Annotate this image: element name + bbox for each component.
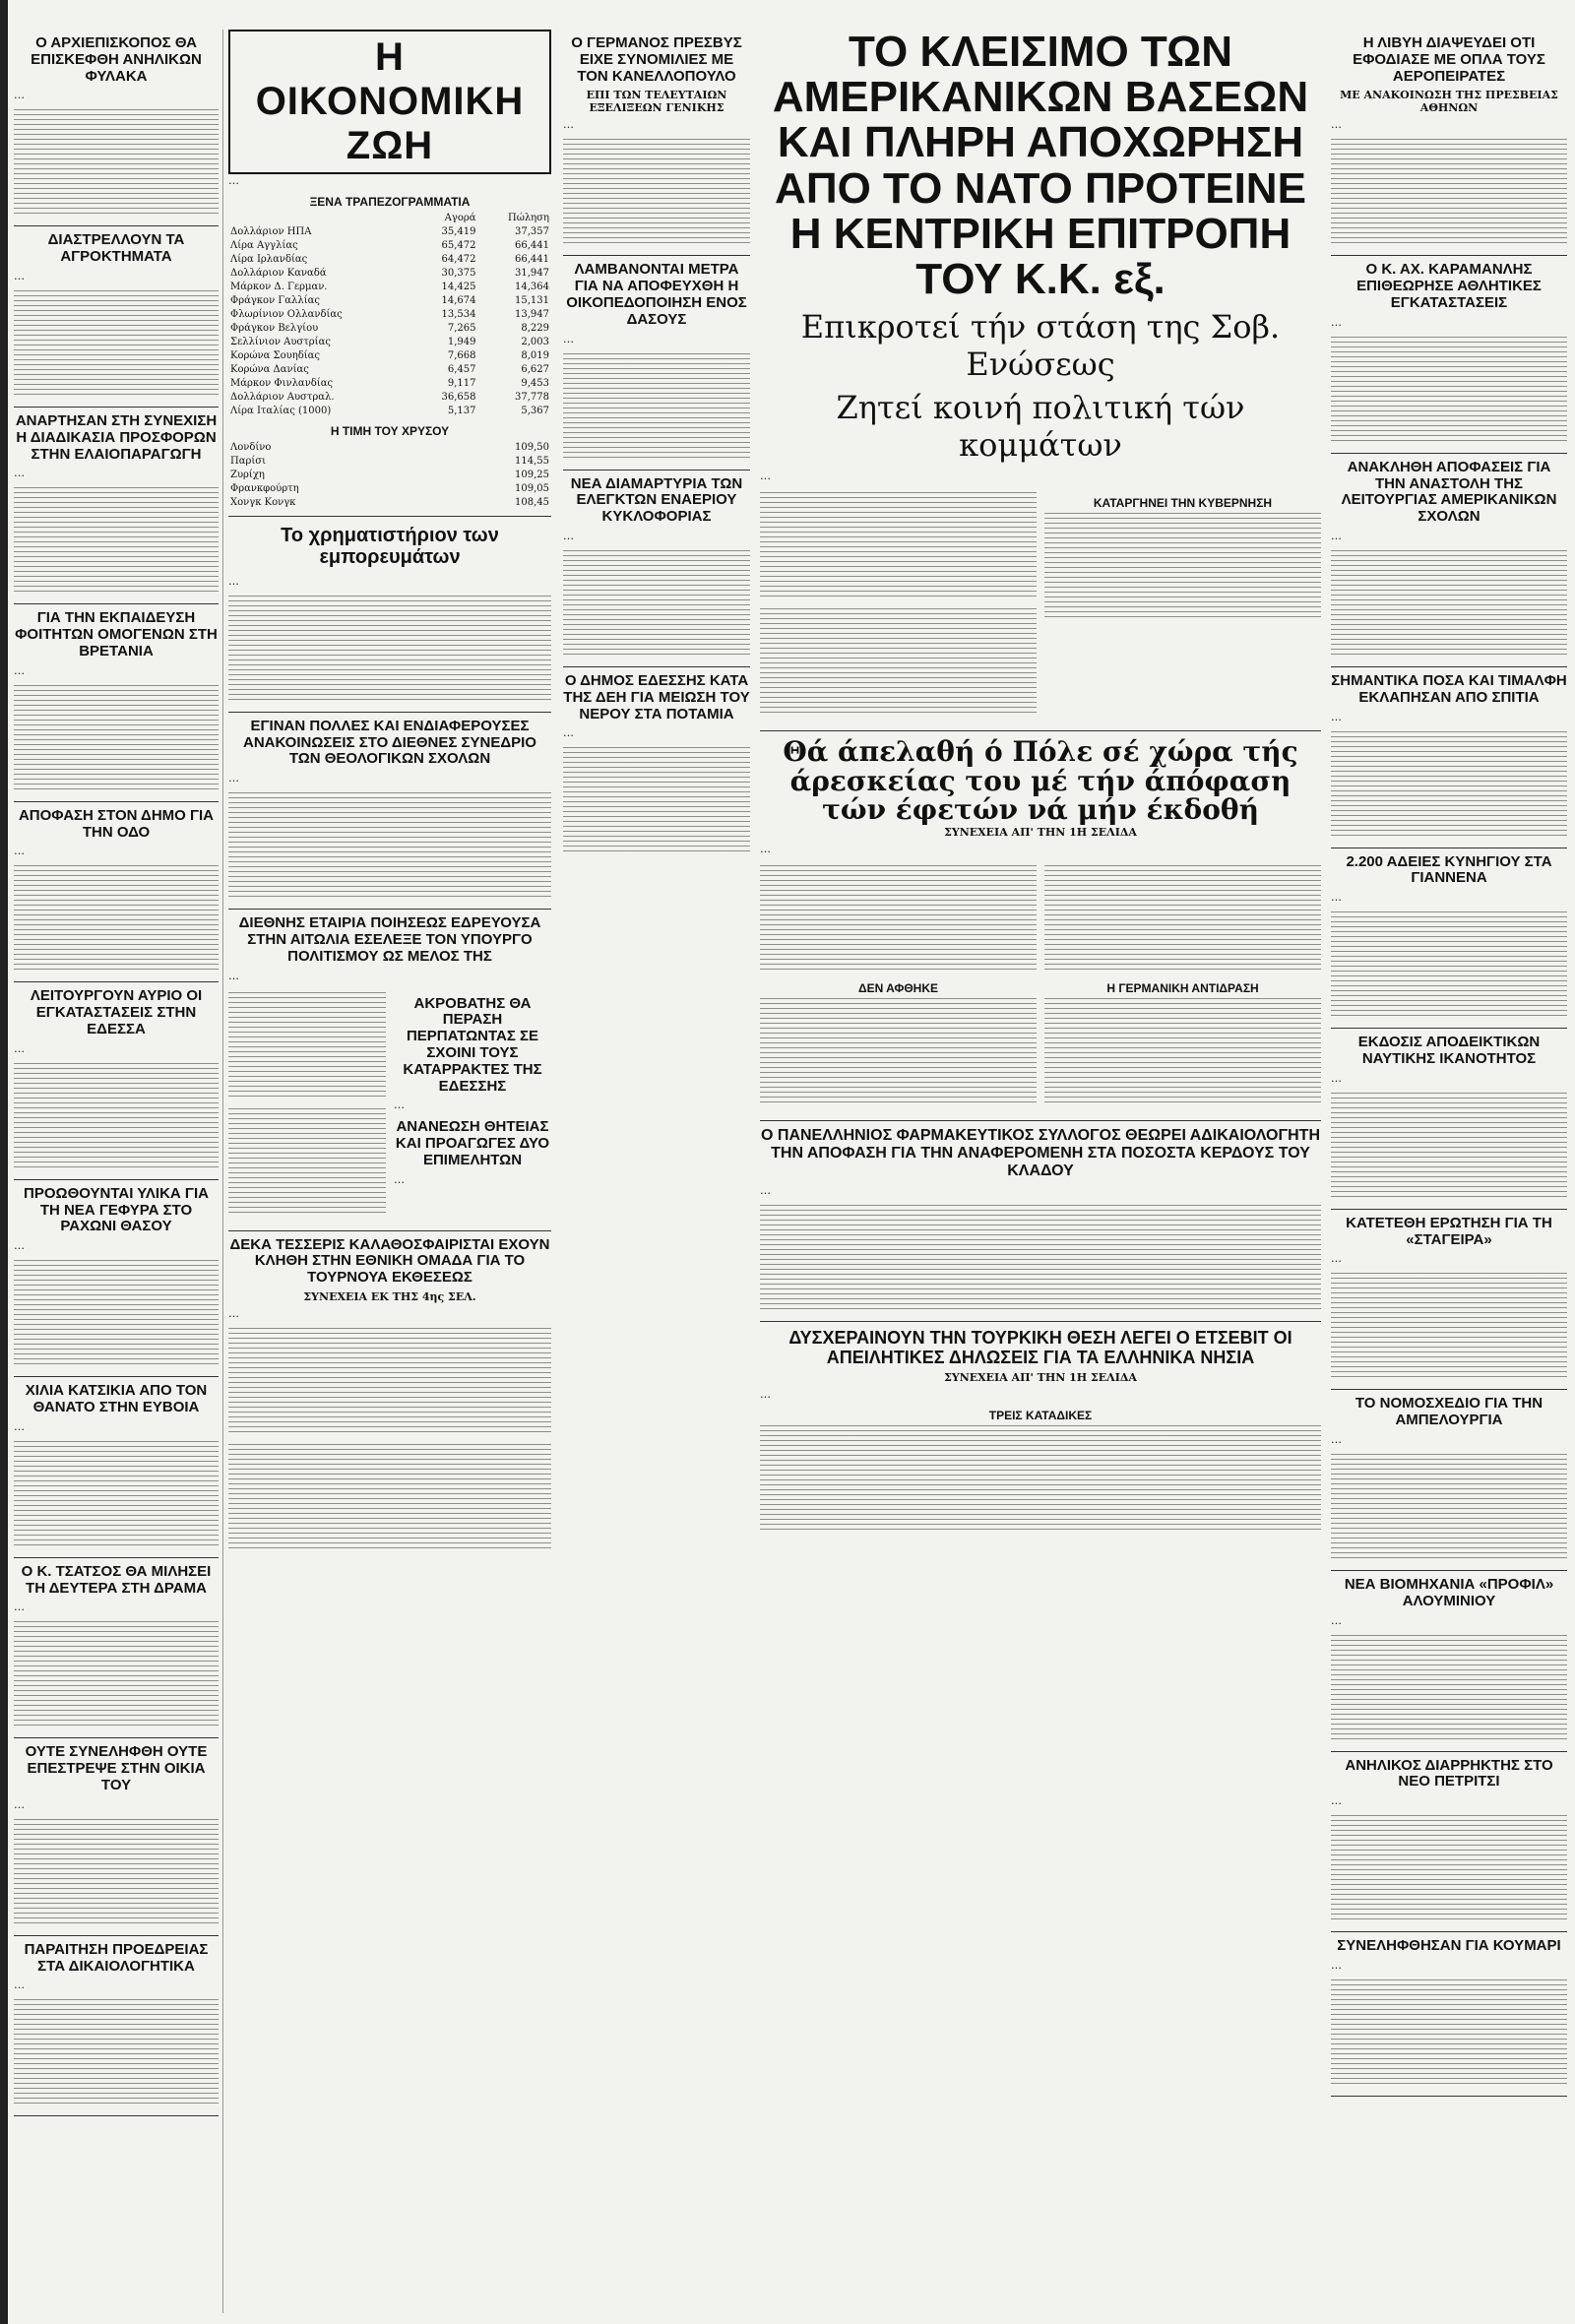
story-body: …	[1331, 315, 1342, 329]
gold-row	[228, 482, 551, 496]
fx-cell: 13,534	[441, 309, 476, 320]
story-body: …	[1331, 1613, 1342, 1627]
story-body: …	[1331, 1958, 1342, 1972]
lead-subheadline: Ζητεί κοινή πολιτική τών κομμάτων	[836, 389, 1245, 465]
story-body: …	[228, 1306, 239, 1320]
column-2	[228, 30, 551, 2313]
story-subhead: Η ΓΕΡΜΑΝΙΚΗ ΑΝΤΙΔΡΑΣΗ	[1106, 981, 1259, 996]
story-title: Ο ΔΗΜΟΣ ΕΔΕΣΣΗΣ ΚΑΤΑ ΤΗΣ ΔΕΗ ΓΙΑ ΜΕΙΩΣΗ ΤΟΥ ΝΕΡΟΥ ΣΤΑ ΠΟΤΑΜΙΑ	[563, 671, 750, 722]
story-body: …	[14, 1419, 25, 1433]
fx-cell: 65,472	[441, 240, 476, 251]
fx-head-cell	[228, 212, 415, 225]
fx-cell: 6,627	[521, 364, 549, 375]
fx-cell: 30,375	[441, 268, 476, 279]
fx-row	[228, 239, 551, 253]
lead-body: …	[760, 470, 771, 483]
story-body: …	[760, 843, 771, 856]
story-title: ΠΡΟΩΘΟΥΝΤΑΙ ΥΛΙΚΑ ΓΙΑ ΤΗ ΝΕΑ ΓΕΦΥΡΑ ΣΤΟ ΡΑΧΩΝΙ ΘΑΣΟΥ	[24, 1184, 209, 1235]
story-sub: ΣΥΝΕΧΕΙΑ ΑΠ' ΤΗΝ 1Η ΣΕΛΙΔΑ	[944, 1371, 1137, 1385]
story-title: Ο Κ. ΤΣΑΤΣΟΣ ΘΑ ΜΙΛΗΣΕΙ ΤΗ ΔΕΥΤΕΡΑ ΣΤΗ ΔΡΑΜΑ	[21, 1562, 212, 1597]
fx-cell: 9,117	[447, 378, 476, 389]
fx-cell: 1,949	[447, 337, 476, 347]
story-title: ΧΙΛΙΑ ΚΑΤΣΙΚΙΑ ΑΠΟ ΤΟΝ ΘΑΝΑΤΟ ΣΤΗΝ ΕΥΒΟΙΑ	[25, 1382, 208, 1415]
fx-cell: 7,668	[447, 350, 476, 361]
story-body: …	[14, 1797, 25, 1811]
fx-head-cell: Πώληση	[507, 213, 549, 223]
fx-cell: 8,229	[521, 323, 549, 334]
fx-cell: Δολλάριον Καναδά	[230, 268, 327, 279]
gold-row	[228, 469, 551, 482]
lead-subhead: ΚΑΤΑΡΓΗΝΕΙ ΤΗΝ ΚΥΒΕΡΝΗΣΗ	[1093, 496, 1273, 511]
gold-cell: Λονδίνο	[230, 442, 272, 453]
gold-cell: Χονγκ Κονγκ	[230, 497, 296, 508]
fx-row	[228, 336, 551, 349]
intro-text: …	[228, 174, 239, 187]
story-body: …	[1331, 1252, 1342, 1266]
story-body: …	[14, 1979, 25, 1992]
story-title: ΕΚΔΟΣΙΣ ΑΠΟΔΕΙΚΤΙΚΩΝ ΝΑΥΤΙΚΗΣ ΙΚΑΝΟΤΗΤΟΣ	[1357, 1034, 1541, 1067]
story-title: ΣΗΜΑΝΤΙΚΑ ΠΟΣΑ ΚΑΙ ΤΙΜΑΛΦΗ ΕΚΛΑΠΗΣΑΝ ΑΠΟ ΣΠΙΤΙΑ	[1331, 671, 1567, 706]
story-body: …	[1331, 529, 1342, 542]
story-body: …	[1331, 1071, 1342, 1085]
markets-body: …	[228, 574, 239, 588]
story-body: …	[14, 845, 25, 858]
column-3	[563, 30, 750, 2313]
fx-cell: 64,472	[441, 254, 476, 265]
fx-row	[228, 267, 551, 281]
story-body: …	[563, 529, 574, 542]
story-body: …	[1331, 1794, 1342, 1808]
story-title: ΕΓΙΝΑΝ ΠΟΛΛΕΣ ΚΑΙ ΕΝΔΙΑΦΕΡΟΥΣΕΣ ΑΝΑΚΟΙΝΩΣΕΙΣ ΣΤΟ ΔΙΕΘΝΕΣ ΣΥΝΕΔΡΙΟ ΤΩΝ ΘΕΟΛΟΓΙΚΩΝ ΣΧΟΛΩΝ	[243, 717, 536, 768]
fx-cell: Σελλίνιον Αυστρίας	[230, 337, 331, 347]
fx-cell: Κορώνα Σουηδίας	[230, 350, 320, 361]
story-sub: ΣΥΝΕΧΕΙΑ ΑΠ' ΤΗΝ 1Η ΣΕΛΙΔΑ	[944, 826, 1137, 840]
fx-cell: Λίρα Αγγλίας	[230, 240, 298, 251]
fx-title: ΞΕΝΑ ΤΡΑΠΕΖΟΓΡΑΜΜΑΤΙΑ	[309, 195, 471, 209]
fx-cell: 5,137	[447, 406, 476, 416]
fx-cell: 9,453	[521, 378, 549, 389]
lead-headline: ΤΟ ΚΛΕΙΣΙΜΟ ΤΩΝ ΑΜΕΡΙΚΑΝΙΚΩΝ ΒΑΣΕΩΝ ΚΑΙ ΠΛΗΡΗ ΑΠΟΧΩΡΗΣΗ ΑΠΟ ΤΟ ΝΑΤΟ ΠΡΟΤΕΙΝΕ Η ΚΕΝΤΡΙΚΗ ΕΠΙΤΡΟΠΗ ΤΟΥ Κ.Κ. εξ.	[772, 30, 1309, 303]
story-title: ΝΕΑ ΒΙΟΜΗΧΑΝΙΑ «ΠΡΟΦΙΛ» ΑΛΟΥΜΙΝΙΟΥ	[1344, 1575, 1554, 1609]
fx-cell: 14,674	[441, 295, 476, 306]
story-title: ΝΕΑ ΔΙΑΜΑΡΤΥΡΙΑ ΤΩΝ ΕΛΕΓΚΤΩΝ ΕΝΑΕΡΙΟΥ ΚΥΚΛΟΦΟΡΙΑΣ	[570, 474, 743, 526]
story-title: ΛΕΙΤΟΥΡΓΟΥΝ ΑΥΡΙΟ ΟΙ ΕΓΚΑΤΑΣΤΑΣΕΙΣ ΣΤΗΝ ΕΔΕΣΣΑ	[30, 987, 203, 1037]
story-body: …	[394, 1099, 405, 1112]
story-subhead: ΔΕΝ ΑΦΘΗΚΕ	[857, 981, 939, 996]
fx-cell: Μάρκον Δ. Γερμαν.	[230, 282, 328, 292]
fx-table	[228, 212, 551, 418]
story-title: ΔΙΑΣΤΡΕΛΛΟΥΝ ΤΑ ΑΓΡΟΚΤΗΜΑΤΑ	[47, 231, 185, 266]
story-title: ΣΥΝΕΛΗΦΘΗΣΑΝ ΓΙΑ ΚΟΥΜΑΡΙ	[1337, 1937, 1561, 1955]
story-body: …	[394, 1172, 405, 1186]
fx-cell: 8,019	[521, 350, 549, 361]
story-title: Ο ΑΡΧΙΕΠΙΣΚΟΠΟΣ ΘΑ ΕΠΙΣΚΕΦΘΗ ΑΝΗΛΙΚΩΝ ΦΥΛΑΚΑ	[31, 34, 202, 85]
fx-cell: Λίρα Ιταλίας (1000)	[230, 406, 332, 416]
fx-row	[228, 405, 551, 418]
gold-title: Η ΤΙΜΗ ΤΟΥ ΧΡΥΣΟΥ	[330, 424, 450, 438]
fx-cell: 14,364	[515, 282, 549, 292]
gold-row	[228, 441, 551, 455]
story-subhead: ΤΡΕΙΣ ΚΑΤΑΔΙΚΕΣ	[988, 1409, 1093, 1423]
story-title: ΛΑΜΒΑΝΟΝΤΑΙ ΜΕΤΡΑ ΓΙΑ ΝΑ ΑΠΟΦΕΥΧΘΗ Η ΟΙΚΟΠΕΔΟΠΟΙΗΣΗ ΕΝΟΣ ΔΑΣΟΥΣ	[566, 261, 747, 328]
fx-cell: 66,441	[515, 240, 549, 251]
fx-cell: 15,131	[515, 295, 549, 306]
story-sub: ΕΠΙ ΤΩΝ ΤΕΛΕΥΤΑΙΩΝ ΕΞΕΛΙΞΕΩΝ ΓΕΝΙΚΗΣ	[586, 89, 727, 115]
story-body: …	[14, 663, 25, 677]
story-title: ΠΑΡΑΙΤΗΣΗ ΠΡΟΕΔΡΕΙΑΣ ΣΤΑ ΔΙΚΑΙΟΛΟΓΗΤΙΚΑ	[24, 1940, 209, 1975]
lead-subheadline: Επικροτεί τήν στάση της Σοβ. Ενώσεως	[800, 308, 1281, 384]
story-body: …	[14, 1239, 25, 1253]
story-headline: Θά άπελαθή ό Πόλε σέ χώρα τής άρεσκείας του μέ τήν άπόφαση τών έφετών νά μήν έκδοθή	[783, 735, 1298, 826]
page-binding-edge	[0, 0, 8, 2324]
fx-cell: Δολλάριον ΗΠΑ	[230, 226, 312, 237]
story-title: 2.200 ΑΔΕΙΕΣ ΚΥΝΗΓΙΟΥ ΣΤΑ ΓΙΑΝΝΕΝΑ	[1346, 852, 1552, 887]
fx-row	[228, 294, 551, 308]
fx-row	[228, 349, 551, 363]
gold-cell: 109,50	[515, 442, 549, 453]
story-title: Ο Κ. ΑΧ. ΚΑΡΑΜΑΝΛΗΣ ΕΠΙΘΕΩΡΗΣΕ ΑΘΛΗΤΙΚΕΣ ΕΓΚΑΤΑΣΤΑΣΕΙΣ	[1356, 261, 1542, 311]
story-body: …	[563, 726, 574, 740]
story-sub: ΣΥΝΕΧΕΙΑ ΕΚ ΤΗΣ 4ης ΣΕΛ.	[303, 1289, 476, 1303]
fx-cell: 5,367	[521, 406, 549, 416]
story-body: …	[563, 118, 574, 132]
markets-title: Το χρηματιστήριον των εμπορευμάτων	[281, 525, 499, 569]
fx-cell: 37,778	[515, 392, 549, 403]
fx-cell: 6,457	[447, 364, 476, 375]
fx-cell: Φράγκον Γαλλίας	[230, 295, 320, 306]
fx-cell: 7,265	[447, 323, 476, 334]
fx-cell: 14,425	[441, 282, 476, 292]
fx-row	[228, 281, 551, 294]
section-title: Η ΟΙΚΟΝΟΜΙΚΗ ΖΩΗ	[255, 35, 525, 167]
story-body: …	[760, 1388, 771, 1402]
fx-cell: 35,419	[441, 226, 476, 237]
fx-cell: 66,441	[515, 254, 549, 265]
story-title: ΑΝΑΡΤΗΣΑΝ ΣΤΗ ΣΥΝΕΧΙΣΗ Η ΔΙΑΔΙΚΑΣΙΑ ΠΡΟΣΦΟΡΩΝ ΣΤΗΝ ΕΛΑΙΟΠΑΡΑΓΩΓΗ	[15, 411, 218, 463]
column-1	[14, 30, 223, 2313]
fx-row	[228, 308, 551, 322]
fx-cell: Δολλάριον Αυστραλ.	[230, 392, 335, 403]
story-title: ΑΝΑΝΕΩΣΗ ΘΗΤΕΙΑΣ ΚΑΙ ΠΡΟΑΓΩΓΕΣ ΔΥΟ ΕΠΙΜΕΛΗΤΩΝ	[395, 1118, 550, 1168]
fx-cell: 36,658	[441, 392, 476, 403]
fx-cell: Φλωρίνιον Ολλανδίας	[230, 309, 343, 320]
story-title: Ο ΠΑΝΕΛΛΗΝΙΟΣ ΦΑΡΜΑΚΕΥΤΙΚΟΣ ΣΥΛΛΟΓΟΣ ΘΕΩΡΕΙ ΑΔΙΚΑΙΟΛΟΓΗΤΗ ΤΗΝ ΑΠΟΦΑΣΗ ΓΙΑ ΤΗΝ ΑΝΑΦΕΡΟΜΕΝΗ ΣΤΑ ΠΟΣΟΣΤΑ ΚΕΡΔΟΥΣ ΤΟΥ ΚΛΑΔΟΥ	[761, 1127, 1320, 1180]
story-body: …	[14, 269, 25, 283]
fx-head-cell: Αγορά	[444, 213, 476, 223]
fx-cell: Κορώνα Δανίας	[230, 364, 309, 375]
gold-cell: Παρίσι	[230, 456, 267, 467]
story-title: ΚΑΤΕΤΕΘΗ ΕΡΩΤΗΣΗ ΓΙΑ ΤΗ «ΣΤΑΓΕΙΡΑ»	[1346, 1214, 1552, 1248]
story-title: ΔΙΕΘΝΗΣ ΕΤΑΙΡΙΑ ΠΟΙΗΣΕΩΣ ΕΔΡΕΥΟΥΣΑ ΣΤΗΝ ΑΙΤΩΛΙΑ ΕΣΕΛΕΞΕ ΤΟΝ ΥΠΟΥΡΓΟ ΠΟΛΙΤΙΣΜΟΥ ΩΣ ΜΕΛΟΣ ΤΗΣ	[238, 914, 541, 965]
story-body: …	[1331, 1432, 1342, 1446]
story-title: ΑΚΡΟΒΑΤΗΣ ΘΑ ΠΕΡΑΣΗ ΠΕΡΠΑΤΩΝΤΑΣ ΣΕ ΣΧΟΙΝΙ ΤΟΥΣ ΚΑΤΑΡΡΑΚΤΕΣ ΤΗΣ ΕΔΕΣΣΗΣ	[403, 994, 542, 1095]
story-title: ΑΝΗΛΙΚΟΣ ΔΙΑΡΡΗΚΤΗΣ ΣΤΟ ΝΕΟ ΠΕΤΡΙΤΣΙ	[1345, 1756, 1553, 1790]
story-title: Η ΛΙΒΥΗ ΔΙΑΨΕΥΔΕΙ ΟΤΙ ΕΦΟΔΙΑΣΕ ΜΕ ΟΠΛΑ ΤΟΥΣ ΑΕΡΟΠΕΙΡΑΤΕΣ	[1353, 34, 1545, 85]
story-body: …	[760, 1184, 771, 1198]
story-body: …	[14, 89, 25, 102]
story-body: …	[228, 772, 239, 785]
fx-row	[228, 391, 551, 405]
story-title: ΑΠΟΦΑΣΗ ΣΤΟΝ ΔΗΜΟ ΓΙΑ ΤΗΝ ΟΔΟ	[18, 806, 215, 841]
gold-table	[228, 441, 551, 510]
story-body: …	[563, 332, 574, 345]
gold-cell: Φρανκφούρτη	[230, 483, 299, 494]
fx-header-row	[228, 212, 551, 225]
fx-row	[228, 377, 551, 391]
story-sub: ΜΕ ΑΝΑΚΟΙΝΩΣΗ ΤΗΣ ΠΡΕΣΒΕΙΑΣ ΑΘΗΝΩΝ	[1340, 89, 1558, 115]
fx-cell: Λίρα Ιρλανδίας	[230, 254, 308, 265]
story-body: …	[14, 467, 25, 480]
fx-cell: 37,357	[515, 226, 549, 237]
fx-cell: Φράγκον Βελγίου	[230, 323, 319, 334]
story-title: ΤΟ ΝΟΜΟΣΧΕΔΙΟ ΓΙΑ ΤΗΝ ΑΜΠΕΛΟΥΡΓΙΑ	[1354, 1395, 1544, 1429]
story-title: ΑΝΑΚΛΗΘΗ ΑΠΟΦΑΣΕΙΣ ΓΙΑ ΤΗΝ ΑΝΑΣΤΟΛΗ ΤΗΣ ΛΕΙΤΟΥΡΓΙΑΣ ΑΜΕΡΙΚΑΝΙΚΩΝ ΣΧΟΛΩΝ	[1341, 458, 1557, 526]
gold-cell: 109,25	[515, 470, 549, 480]
fx-row	[228, 363, 551, 377]
gold-cell: Ζυρίχη	[230, 470, 265, 480]
fx-cell: Μάρκον Φινλανδίας	[230, 378, 334, 389]
story-title: ΓΙΑ ΤΗΝ ΕΚΠΑΙΔΕΥΣΗ ΦΟΙΤΗΤΩΝ ΟΜΟΓΕΝΩΝ ΣΤΗ ΒΡΕΤΑΝΙΑ	[15, 609, 218, 660]
column-4	[760, 30, 1321, 2313]
column-5	[1331, 30, 1567, 2313]
story-body: …	[14, 1601, 25, 1614]
story-title: Ο ΓΕΡΜΑΝΟΣ ΠΡΕΣΒΥΣ ΕΙΧΕ ΣΥΝΟΜΙΛΙΕΣ ΜΕ ΤΟΝ ΚΑΝΕΛΛΟΠΟΥΛΟ	[571, 34, 742, 85]
story-title: ΔΥΣΧΕΡΑΙΝΟΥΝ ΤΗΝ ΤΟΥΡΚΙΚΗ ΘΕΣΗ ΛΕΓΕΙ Ο ΕΤΣΕΒΙΤ ΟΙ ΑΠΕΙΛΗΤΙΚΕΣ ΔΗΛΩΣΕΙΣ ΓΙΑ ΤΑ ΕΛΛΗΝΙΚΑ ΝΗΣΙΑ	[788, 1328, 1292, 1368]
gold-cell: 114,55	[515, 456, 549, 467]
story-title: ΔΕΚΑ ΤΕΣΣΕΡΙΣ ΚΑΛΑΘΟΣΦΑΙΡΙΣΤΑΙ ΕΧΟΥΝ ΚΛΗΘΗ ΣΤΗΝ ΕΘΝΙΚΗ ΟΜΑΔΑ ΓΙΑ ΤΟ ΤΟΥΡΝΟΥΑ ΕΚΘΕΣΕΩΣ	[229, 1235, 550, 1287]
gold-row	[228, 455, 551, 469]
story-body: …	[1331, 710, 1342, 723]
story-body: …	[14, 1041, 25, 1055]
fx-row	[228, 322, 551, 336]
fx-cell: 13,947	[515, 309, 549, 320]
section-masthead	[228, 30, 551, 174]
gold-cell: 109,05	[515, 483, 549, 494]
fx-row	[228, 253, 551, 267]
fx-row	[228, 225, 551, 239]
gold-row	[228, 496, 551, 510]
story-body: …	[1331, 118, 1342, 132]
story-title: ΟΥΤΕ ΣΥΝΕΛΗΦΘΗ ΟΥΤΕ ΕΠΕΣΤΡΕΨΕ ΣΤΗΝ ΟΙΚΙΑ ΤΟΥ	[25, 1743, 208, 1793]
story-body: …	[228, 969, 239, 982]
fx-cell: 31,947	[515, 268, 549, 279]
gold-cell: 108,45	[515, 497, 549, 508]
story-body: …	[1331, 891, 1342, 905]
fx-cell: 2,003	[521, 337, 549, 347]
